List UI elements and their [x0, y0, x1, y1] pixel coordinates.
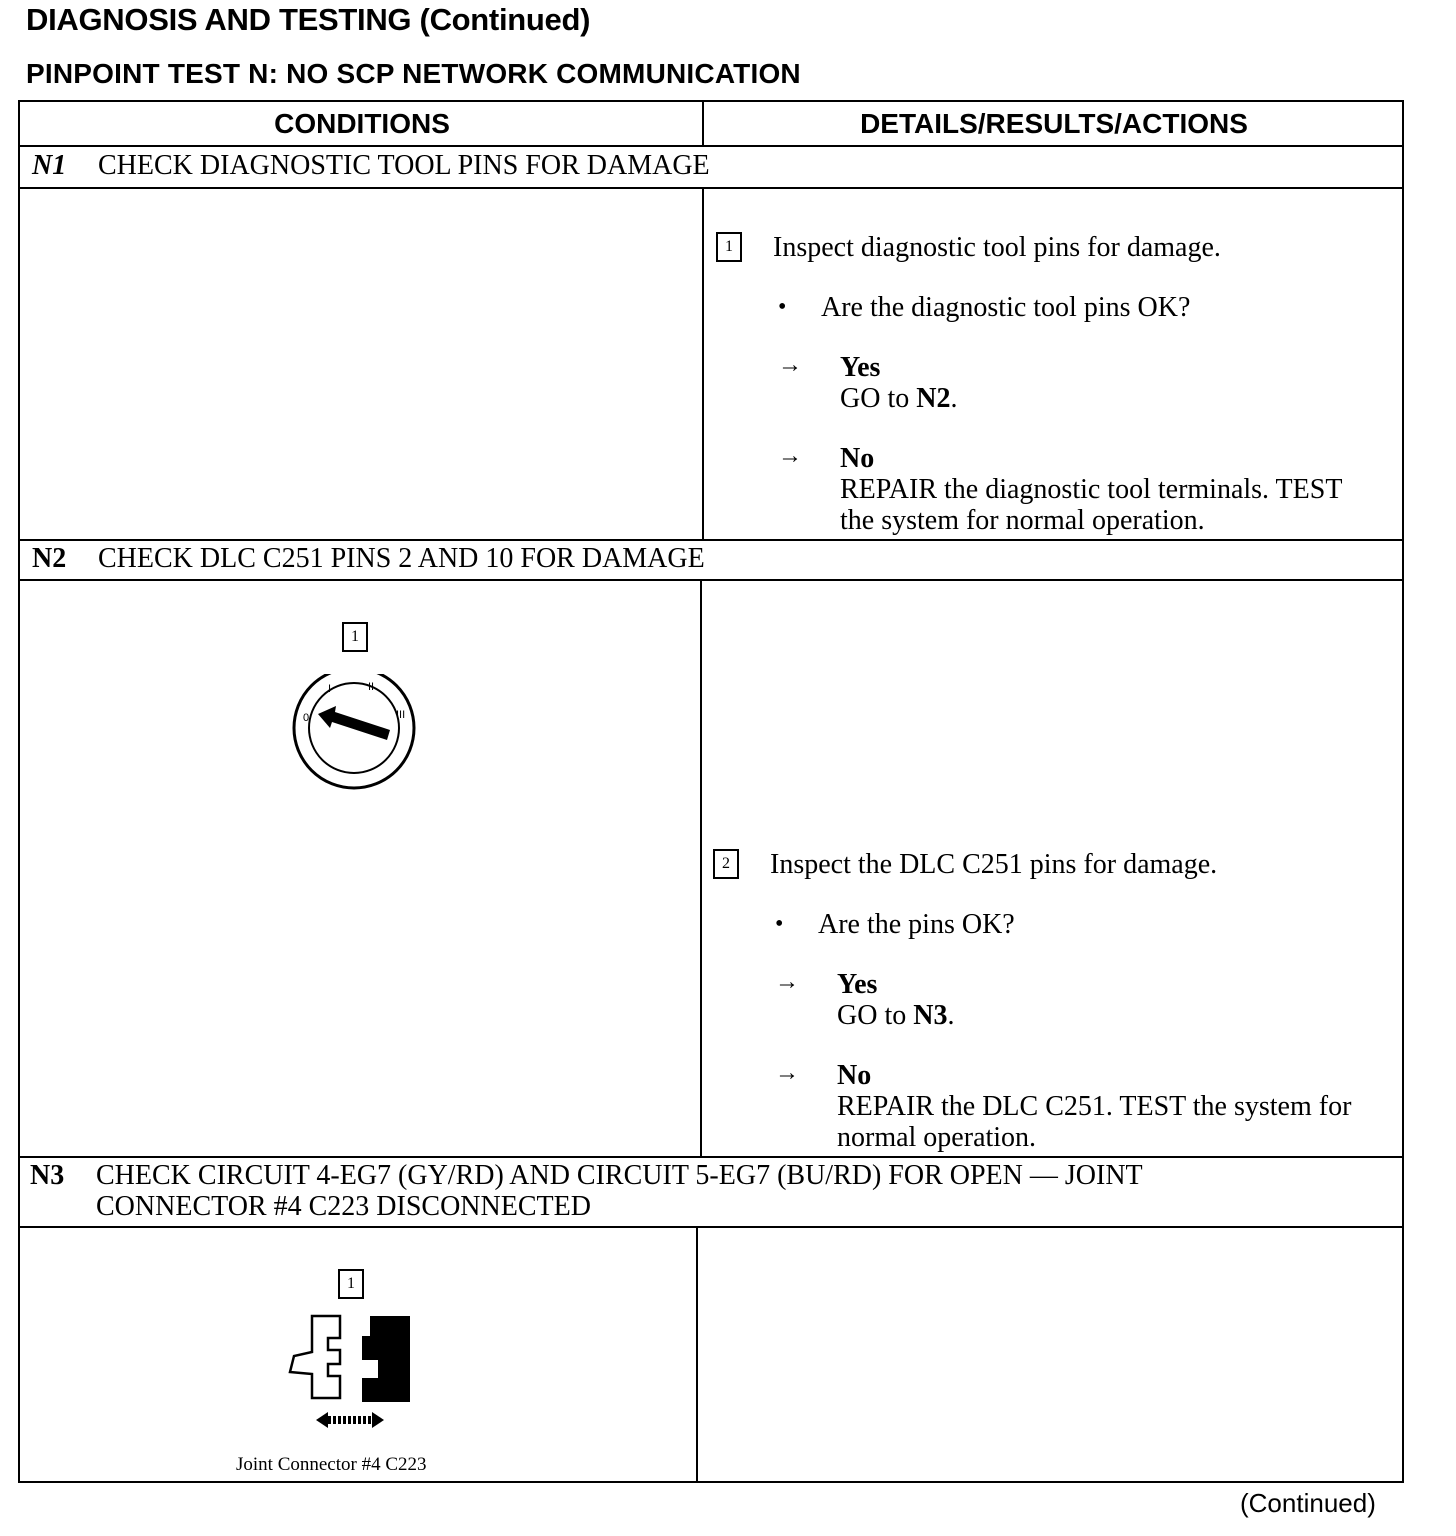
key-mark-1: I: [328, 683, 332, 695]
no-result: [840, 443, 1342, 536]
step-title-line2: CONNECTOR #4 C223 DISCONNECTED: [96, 1191, 591, 1222]
bullet-icon: •: [778, 294, 787, 320]
column-divider: [696, 1227, 698, 1483]
no-text-line1: REPAIR the diagnostic tool terminals. TEST: [840, 474, 1343, 505]
divider: [20, 145, 1402, 147]
yes-result: Yes GO to N3.: [837, 969, 955, 1031]
details-column-header: DETAILS/RESULTS/ACTIONS: [860, 108, 1248, 139]
yes-ref: N3: [913, 1000, 948, 1031]
question-text: Are the diagnostic tool pins OK?: [821, 292, 1191, 323]
arrow-right-icon: →: [778, 352, 802, 378]
action-text: Inspect the DLC C251 pins for damage.: [770, 849, 1218, 880]
action-number-box: 1: [716, 232, 742, 262]
yes-result: Yes GO to N2.: [840, 352, 958, 414]
divider: [20, 539, 1402, 541]
key-outer-ring: [294, 674, 414, 788]
action-text: Inspect diagnostic tool pins for damage.: [773, 232, 1221, 263]
divider: [20, 579, 1402, 581]
yes-label: Yes: [840, 352, 881, 383]
yes-text: GO to: [837, 1000, 907, 1031]
yes-text: GO to: [840, 383, 910, 414]
arrow-right-icon: →: [778, 443, 802, 469]
pinpoint-test-title: PINPOINT TEST N: NO SCP NETWORK COMMUNICATION: [26, 58, 801, 89]
no-label: No: [840, 443, 875, 474]
page-title: DIAGNOSIS AND TESTING (Continued): [26, 2, 591, 37]
conditions-column-header: CONDITIONS: [274, 108, 450, 139]
no-text-line1: REPAIR the DLC C251. TEST the system for: [837, 1091, 1352, 1122]
step-id: N3: [30, 1160, 65, 1191]
no-label: No: [837, 1060, 872, 1091]
arrow-right-icon: [372, 1412, 384, 1428]
joint-connector-illustration: [282, 1312, 412, 1442]
divider: [20, 1156, 1402, 1158]
connector-half-left: [290, 1316, 340, 1398]
step-row-n2: [32, 543, 705, 575]
key-arrow-icon: [318, 706, 390, 740]
step-row-n1: [32, 150, 710, 182]
arrow-right-icon: →: [775, 1060, 799, 1086]
key-mark-2: II: [368, 681, 375, 693]
no-text-line2: normal operation.: [837, 1122, 1037, 1153]
column-divider: [702, 102, 704, 147]
pinpoint-test-table: [18, 100, 1404, 1483]
key-mark-off: 0: [303, 712, 310, 724]
divider: [20, 1226, 1402, 1228]
column-divider: [700, 580, 702, 1157]
continued-label: (Continued): [1240, 1488, 1376, 1518]
bullet-icon: •: [775, 911, 784, 937]
key-mark-3: III: [396, 709, 406, 721]
step-title: CHECK DIAGNOSTIC TOOL PINS FOR DAMAGE: [98, 150, 710, 181]
divider: [20, 187, 1402, 189]
figure-caption: Joint Connector #4 C223: [236, 1454, 427, 1475]
step-title: CHECK DLC C251 PINS 2 AND 10 FOR DAMAGE: [98, 543, 705, 574]
question-text: Are the pins OK?: [818, 909, 1015, 940]
column-divider: [702, 188, 704, 540]
no-result: [837, 1060, 1351, 1153]
ignition-key-illustration: [290, 674, 420, 790]
step-id: N2: [32, 543, 67, 574]
arrow-left-icon: [316, 1412, 328, 1428]
arrow-right-icon: →: [775, 969, 799, 995]
no-text-line2: the system for normal operation.: [840, 505, 1205, 536]
connector-half-right: [362, 1316, 410, 1402]
step-row-n3: [30, 1160, 1390, 1222]
figure-number-box: 1: [342, 622, 368, 652]
step-id: N1: [32, 150, 67, 181]
yes-ref: N2: [916, 383, 951, 414]
action-number-box: 2: [713, 849, 739, 879]
figure-number-box: 1: [338, 1269, 364, 1299]
step-title-line1: CHECK CIRCUIT 4-EG7 (GY/RD) AND CIRCUIT 5-EG7 (BU/RD) FOR OPEN — JOINT: [96, 1160, 1143, 1191]
yes-label: Yes: [837, 969, 878, 1000]
